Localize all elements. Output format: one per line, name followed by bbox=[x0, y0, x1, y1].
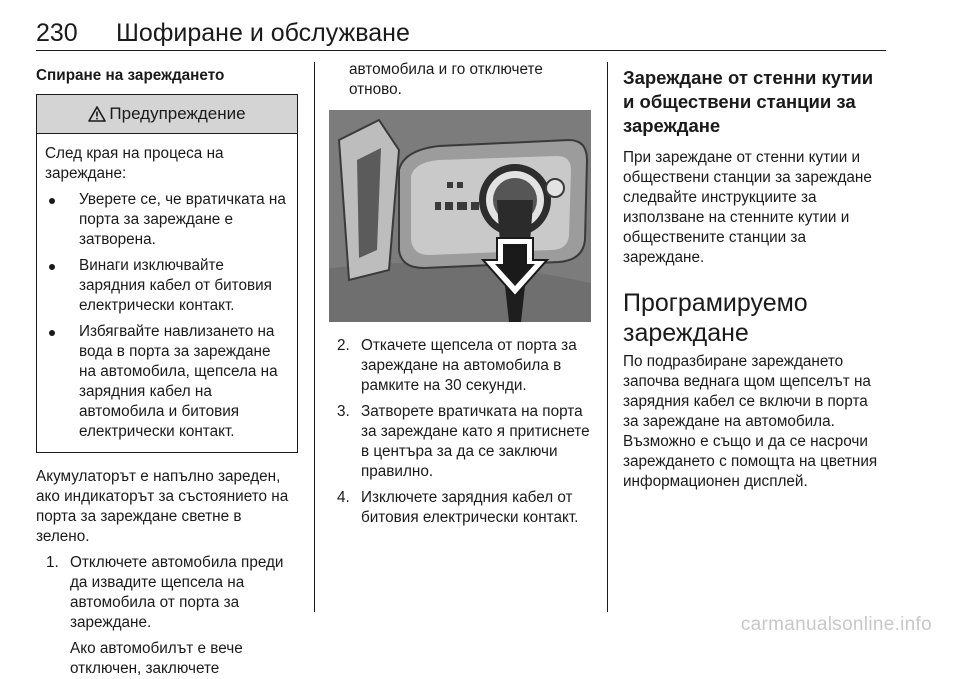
page-number: 230 bbox=[36, 19, 78, 47]
section-title: Шофиране и обслужване bbox=[116, 19, 410, 47]
step-number: 3. bbox=[337, 403, 350, 420]
bullet-dot bbox=[49, 264, 55, 270]
heading-programmable-charging: Програмируемо зареждане bbox=[623, 289, 808, 347]
step-text: Затворете вратичката на порта за зареждане като я притиснете в центъра за да се заключи правилно. bbox=[361, 403, 590, 480]
warning-bullet bbox=[45, 190, 289, 250]
step-4 bbox=[337, 488, 591, 528]
heading-wallbox-charging: Зареждане от стенни кутии и обществени станции за зареждане bbox=[623, 67, 874, 136]
warning-bullet bbox=[45, 256, 289, 316]
step-1-note: Ако автомобилът е вече отключен, заключете bbox=[70, 640, 243, 677]
warning-title: Предупреждение bbox=[109, 104, 246, 123]
subheading-stop-charging: Спиране на зареждането bbox=[36, 67, 225, 84]
warning-bullet-text: Уверете се, че вратичката на порта за зареждане е затворена. bbox=[79, 191, 286, 248]
column-divider-2 bbox=[607, 62, 608, 612]
bullet-dot bbox=[49, 198, 55, 204]
step-text: Отключете автомобила преди да извадите щепсела на автомобила от порта за зареждане. bbox=[70, 554, 284, 631]
step-number: 4. bbox=[337, 489, 350, 506]
warning-bullet bbox=[45, 322, 289, 442]
warning-bullet-text: Избягвайте навлизането на вода в порта за зареждане на автомобила, щепсела на зарядния кабел на автомобила и битовия електрически контакт. bbox=[79, 323, 278, 440]
step-number: 2. bbox=[337, 337, 350, 354]
warning-intro: След края на процеса на зареждане: bbox=[45, 145, 224, 182]
bullet-dot bbox=[49, 330, 55, 336]
page-header bbox=[36, 18, 886, 52]
step-1 bbox=[46, 553, 298, 633]
step-number: 1. bbox=[46, 554, 59, 571]
programmable-paragraph: По подразбиране зареждането започва веднага щом щепселът на зарядния кабел се включи в порта за зареждане на автомобила. Възможно е също и да се насрочи зареждането с помощта на цветния информационен дисплей. bbox=[623, 353, 878, 490]
warning-bullet-text: Винаги изключвайте зарядния кабел от битовия електрически контакт. bbox=[79, 257, 272, 314]
step-2 bbox=[337, 336, 591, 396]
watermark-url: carmanualsonline.info bbox=[740, 614, 932, 635]
continuation-text: автомобила и го отключете отново. bbox=[349, 61, 543, 98]
column-1 bbox=[36, 60, 298, 679]
warning-box bbox=[36, 94, 298, 453]
header-rule bbox=[36, 50, 886, 51]
column-3 bbox=[623, 60, 885, 492]
step-text: Изключете зарядния кабел от битовия електрически контакт. bbox=[361, 489, 579, 526]
warning-body bbox=[37, 134, 297, 452]
charged-paragraph: Акумулаторът е напълно зареден, ако индикаторът за състоянието на порта за зареждане светне в зелено. bbox=[36, 468, 289, 545]
step-text: Откачете щепсела от порта за зареждане на автомобила в рамките на 30 секунди. bbox=[361, 337, 577, 394]
warning-header bbox=[37, 95, 297, 134]
step-3 bbox=[337, 402, 591, 482]
charging-port-illustration bbox=[329, 110, 591, 322]
column-divider-1 bbox=[314, 62, 315, 612]
wallbox-paragraph: При зареждане от стенни кутии и обществени станции за зареждане следвайте инструкциите за използване на стенните кутии и обществените станции за зареждане. bbox=[623, 149, 872, 266]
column-2 bbox=[329, 60, 591, 528]
warning-triangle-icon bbox=[88, 106, 106, 122]
